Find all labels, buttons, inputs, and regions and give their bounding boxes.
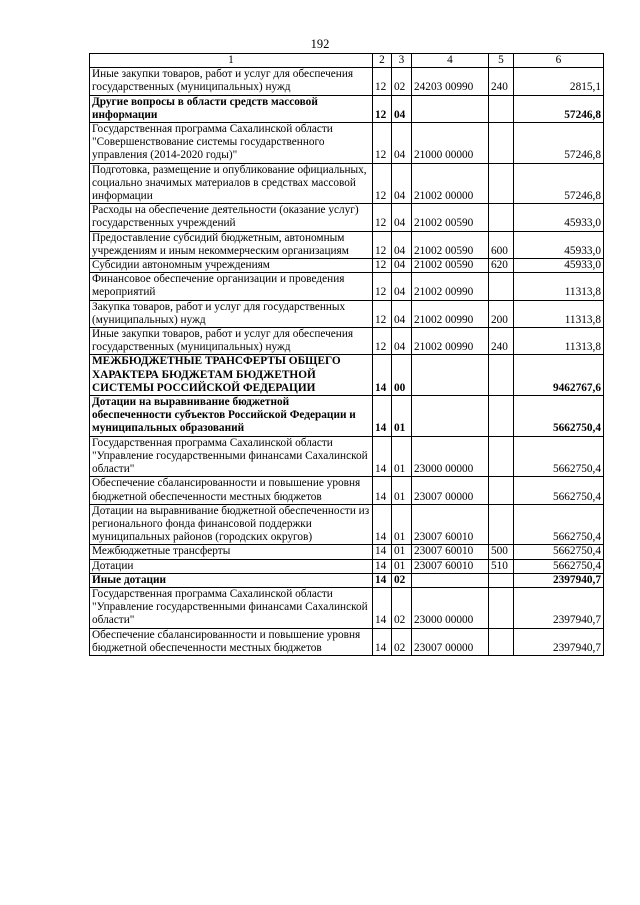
amount-cell: 5662750,4 — [514, 436, 604, 477]
expense-type-cell: 500 — [489, 545, 514, 559]
section-code-cell: 12 — [373, 328, 392, 355]
target-item-cell — [412, 573, 489, 587]
section-code-cell: 12 — [373, 95, 392, 122]
expense-type-cell — [489, 477, 514, 504]
section-code-cell: 12 — [373, 123, 392, 164]
table-row — [90, 300, 604, 327]
subsection-code-cell: 01 — [392, 477, 412, 504]
expense-type-cell: 200 — [489, 300, 514, 327]
expense-type-cell — [489, 573, 514, 587]
target-item-cell: 21000 00000 — [412, 123, 489, 164]
amount-cell: 9462767,6 — [514, 355, 604, 396]
table-row — [90, 204, 604, 231]
amount-cell: 5662750,4 — [514, 504, 604, 545]
expense-type-cell — [489, 355, 514, 396]
section-code-cell: 12 — [373, 231, 392, 258]
column-header: 4 — [412, 54, 489, 68]
amount-cell: 2397940,7 — [514, 587, 604, 628]
target-item-cell: 24203 00990 — [412, 68, 489, 95]
subsection-code-cell: 02 — [392, 68, 412, 95]
amount-cell: 5662750,4 — [514, 477, 604, 504]
section-code-cell: 12 — [373, 259, 392, 273]
amount-cell: 2397940,7 — [514, 573, 604, 587]
section-code-cell: 14 — [373, 355, 392, 396]
section-code-cell: 12 — [373, 68, 392, 95]
table-row — [90, 396, 604, 437]
target-item-cell: 21002 00590 — [412, 204, 489, 231]
expense-name-cell: Дотации на выравнивание бюджетной обеспеченности субъектов Российской Федерации и муниципальных образований — [90, 396, 373, 437]
expense-name-cell: Подготовка, размещение и опубликование официальных, социально значимых материалов в средствах массовой информации — [90, 163, 373, 204]
column-header: 1 — [90, 54, 373, 68]
table-row — [90, 559, 604, 573]
subsection-code-cell: 01 — [392, 504, 412, 545]
expense-name-cell: Закупка товаров, работ и услуг для государственных (муниципальных) нужд — [90, 300, 373, 327]
expense-type-cell — [489, 204, 514, 231]
expense-name-cell: Государственная программа Сахалинской области "Совершенствование системы государственного управления (2014-2020 годы)" — [90, 123, 373, 164]
subsection-code-cell: 04 — [392, 273, 412, 300]
section-code-cell: 14 — [373, 504, 392, 545]
expense-type-cell — [489, 504, 514, 545]
target-item-cell: 23007 00000 — [412, 628, 489, 655]
expense-name-cell: Государственная программа Сахалинской области "Управление государственными финансами Сахалинской области" — [90, 587, 373, 628]
subsection-code-cell: 04 — [392, 259, 412, 273]
subsection-code-cell: 02 — [392, 628, 412, 655]
expense-name-cell: Другие вопросы в области средств массовой информации — [90, 95, 373, 122]
subsection-code-cell: 01 — [392, 396, 412, 437]
expense-type-cell: 600 — [489, 231, 514, 258]
subsection-code-cell: 01 — [392, 545, 412, 559]
subsection-code-cell: 02 — [392, 573, 412, 587]
expense-name-cell: Дотации — [90, 559, 373, 573]
section-code-cell: 12 — [373, 204, 392, 231]
target-item-cell: 21002 00590 — [412, 259, 489, 273]
expense-name-cell: Расходы на обеспечение деятельности (оказание услуг) государственных учреждений — [90, 204, 373, 231]
amount-cell: 57246,8 — [514, 95, 604, 122]
expense-name-cell: Финансовое обеспечение организации и проведения мероприятий — [90, 273, 373, 300]
target-item-cell: 23007 00000 — [412, 477, 489, 504]
amount-cell: 57246,8 — [514, 163, 604, 204]
expense-name-cell: Государственная программа Сахалинской области "Управление государственными финансами Сахалинской области" — [90, 436, 373, 477]
expense-name-cell: Иные закупки товаров, работ и услуг для обеспечения государственных (муниципальных) нужд — [90, 328, 373, 355]
amount-cell: 45933,0 — [514, 204, 604, 231]
amount-cell: 11313,8 — [514, 328, 604, 355]
target-item-cell: 21002 00000 — [412, 163, 489, 204]
subsection-code-cell: 01 — [392, 559, 412, 573]
column-header: 2 — [373, 54, 392, 68]
column-header: 3 — [392, 54, 412, 68]
section-code-cell: 14 — [373, 573, 392, 587]
subsection-code-cell: 00 — [392, 355, 412, 396]
expense-name-cell: Обеспечение сбалансированности и повышение уровня бюджетной обеспеченности местных бюджетов — [90, 477, 373, 504]
expense-type-cell: 620 — [489, 259, 514, 273]
table-row — [90, 163, 604, 204]
table-row — [90, 504, 604, 545]
table-row — [90, 259, 604, 273]
subsection-code-cell: 04 — [392, 163, 412, 204]
expense-type-cell — [489, 163, 514, 204]
table-row — [90, 273, 604, 300]
amount-cell: 11313,8 — [514, 273, 604, 300]
page-number: 192 — [310, 37, 330, 51]
expense-type-cell — [489, 587, 514, 628]
section-code-cell: 14 — [373, 436, 392, 477]
expense-name-cell: Иные дотации — [90, 573, 373, 587]
amount-cell: 2815,1 — [514, 68, 604, 95]
expense-name-cell: Дотации на выравнивание бюджетной обеспеченности из регионального фонда финансовой поддержки муниципальных районов (городских округов) — [90, 504, 373, 545]
section-code-cell: 14 — [373, 396, 392, 437]
column-header: 6 — [514, 54, 604, 68]
amount-cell: 57246,8 — [514, 123, 604, 164]
subsection-code-cell: 04 — [392, 300, 412, 327]
subsection-code-cell: 04 — [392, 123, 412, 164]
expense-name-cell: Субсидии автономным учреждениям — [90, 259, 373, 273]
section-code-cell: 12 — [373, 163, 392, 204]
target-item-cell: 23007 60010 — [412, 504, 489, 545]
section-code-cell: 12 — [373, 273, 392, 300]
amount-cell: 5662750,4 — [514, 396, 604, 437]
amount-cell: 45933,0 — [514, 231, 604, 258]
table-row — [90, 95, 604, 122]
target-item-cell — [412, 396, 489, 437]
amount-cell: 5662750,4 — [514, 545, 604, 559]
table-row — [90, 355, 604, 396]
table-row — [90, 545, 604, 559]
section-code-cell: 14 — [373, 545, 392, 559]
target-item-cell: 23000 00000 — [412, 587, 489, 628]
table-row — [90, 123, 604, 164]
expense-type-cell — [489, 273, 514, 300]
section-code-cell: 14 — [373, 559, 392, 573]
table-row — [90, 328, 604, 355]
amount-cell: 11313,8 — [514, 300, 604, 327]
section-code-cell: 14 — [373, 477, 392, 504]
budget-table — [89, 53, 604, 656]
target-item-cell: 21002 00990 — [412, 328, 489, 355]
amount-cell: 5662750,4 — [514, 559, 604, 573]
subsection-code-cell: 01 — [392, 436, 412, 477]
expense-type-cell — [489, 123, 514, 164]
expense-type-cell — [489, 628, 514, 655]
table-row — [90, 436, 604, 477]
expense-type-cell — [489, 95, 514, 122]
target-item-cell: 21002 00990 — [412, 273, 489, 300]
subsection-code-cell: 04 — [392, 204, 412, 231]
section-code-cell: 14 — [373, 587, 392, 628]
table-row — [90, 573, 604, 587]
amount-cell: 45933,0 — [514, 259, 604, 273]
subsection-code-cell: 04 — [392, 95, 412, 122]
table-header-row — [90, 54, 604, 68]
expense-name-cell: Обеспечение сбалансированности и повышение уровня бюджетной обеспеченности местных бюджетов — [90, 628, 373, 655]
table-row — [90, 628, 604, 655]
table-row — [90, 68, 604, 95]
expense-name-cell: Иные закупки товаров, работ и услуг для обеспечения государственных (муниципальных) нужд — [90, 68, 373, 95]
expense-name-cell: Предоставление субсидий бюджетным, автономным учреждениям и иным некоммерческим организациям — [90, 231, 373, 258]
table-row — [90, 231, 604, 258]
target-item-cell: 23007 60010 — [412, 545, 489, 559]
subsection-code-cell: 04 — [392, 231, 412, 258]
subsection-code-cell: 04 — [392, 328, 412, 355]
target-item-cell: 23000 00000 — [412, 436, 489, 477]
expense-name-cell: МЕЖБЮДЖЕТНЫЕ ТРАНСФЕРТЫ ОБЩЕГО ХАРАКТЕРА БЮДЖЕТАМ БЮДЖЕТНОЙ СИСТЕМЫ РОССИЙСКОЙ ФЕДЕРАЦИИ — [90, 355, 373, 396]
expense-type-cell: 240 — [489, 328, 514, 355]
column-header: 5 — [489, 54, 514, 68]
section-code-cell: 12 — [373, 300, 392, 327]
subsection-code-cell: 02 — [392, 587, 412, 628]
expense-type-cell: 240 — [489, 68, 514, 95]
target-item-cell — [412, 355, 489, 396]
target-item-cell — [412, 95, 489, 122]
expense-type-cell: 510 — [489, 559, 514, 573]
expense-type-cell — [489, 436, 514, 477]
table-row — [90, 587, 604, 628]
expense-type-cell — [489, 396, 514, 437]
target-item-cell: 23007 60010 — [412, 559, 489, 573]
expense-name-cell: Межбюджетные трансферты — [90, 545, 373, 559]
target-item-cell: 21002 00990 — [412, 300, 489, 327]
target-item-cell: 21002 00590 — [412, 231, 489, 258]
section-code-cell: 14 — [373, 628, 392, 655]
amount-cell: 2397940,7 — [514, 628, 604, 655]
table-row — [90, 477, 604, 504]
